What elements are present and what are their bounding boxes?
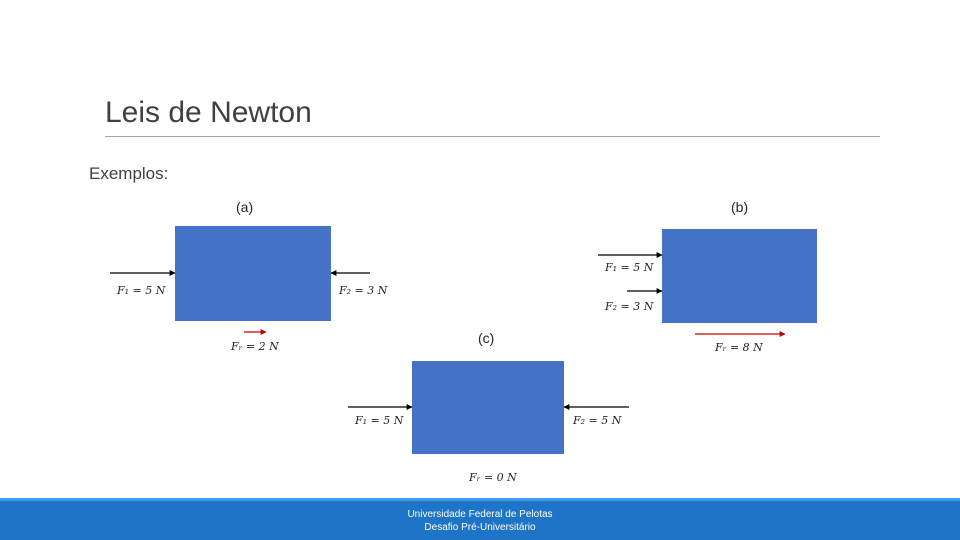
footer-line-2: Desafio Pré-Universitário [424,522,536,533]
footer-accent-strip [0,498,960,501]
example-b-f2-label: F₂ = 3 N [605,300,654,313]
example-b-f1-label: F₁ = 5 N [605,261,654,274]
slide-subtitle: Exemplos: [89,164,169,183]
example-c-fr-label: Fᵣ = 0 N [469,471,517,484]
example-c-tag: (c) [478,330,495,346]
example-a-tag: (a) [236,199,254,215]
example-a-f2-label: F₂ = 3 N [339,284,388,297]
slide-title: Leis de Newton [105,96,312,129]
example-c-f1-label: F₁ = 5 N [355,414,404,427]
example-c-f2-label: F₂ = 5 N [573,414,622,427]
example-b-fr-label: Fᵣ = 8 N [715,341,763,354]
footer-line-1: Universidade Federal de Pelotas [407,509,553,520]
example-b-tag: (b) [731,199,749,215]
footer-text [0,508,960,534]
example-a-f1-label: F₁ = 5 N [117,284,166,297]
example-a-fr-label: Fᵣ = 2 N [231,340,279,353]
